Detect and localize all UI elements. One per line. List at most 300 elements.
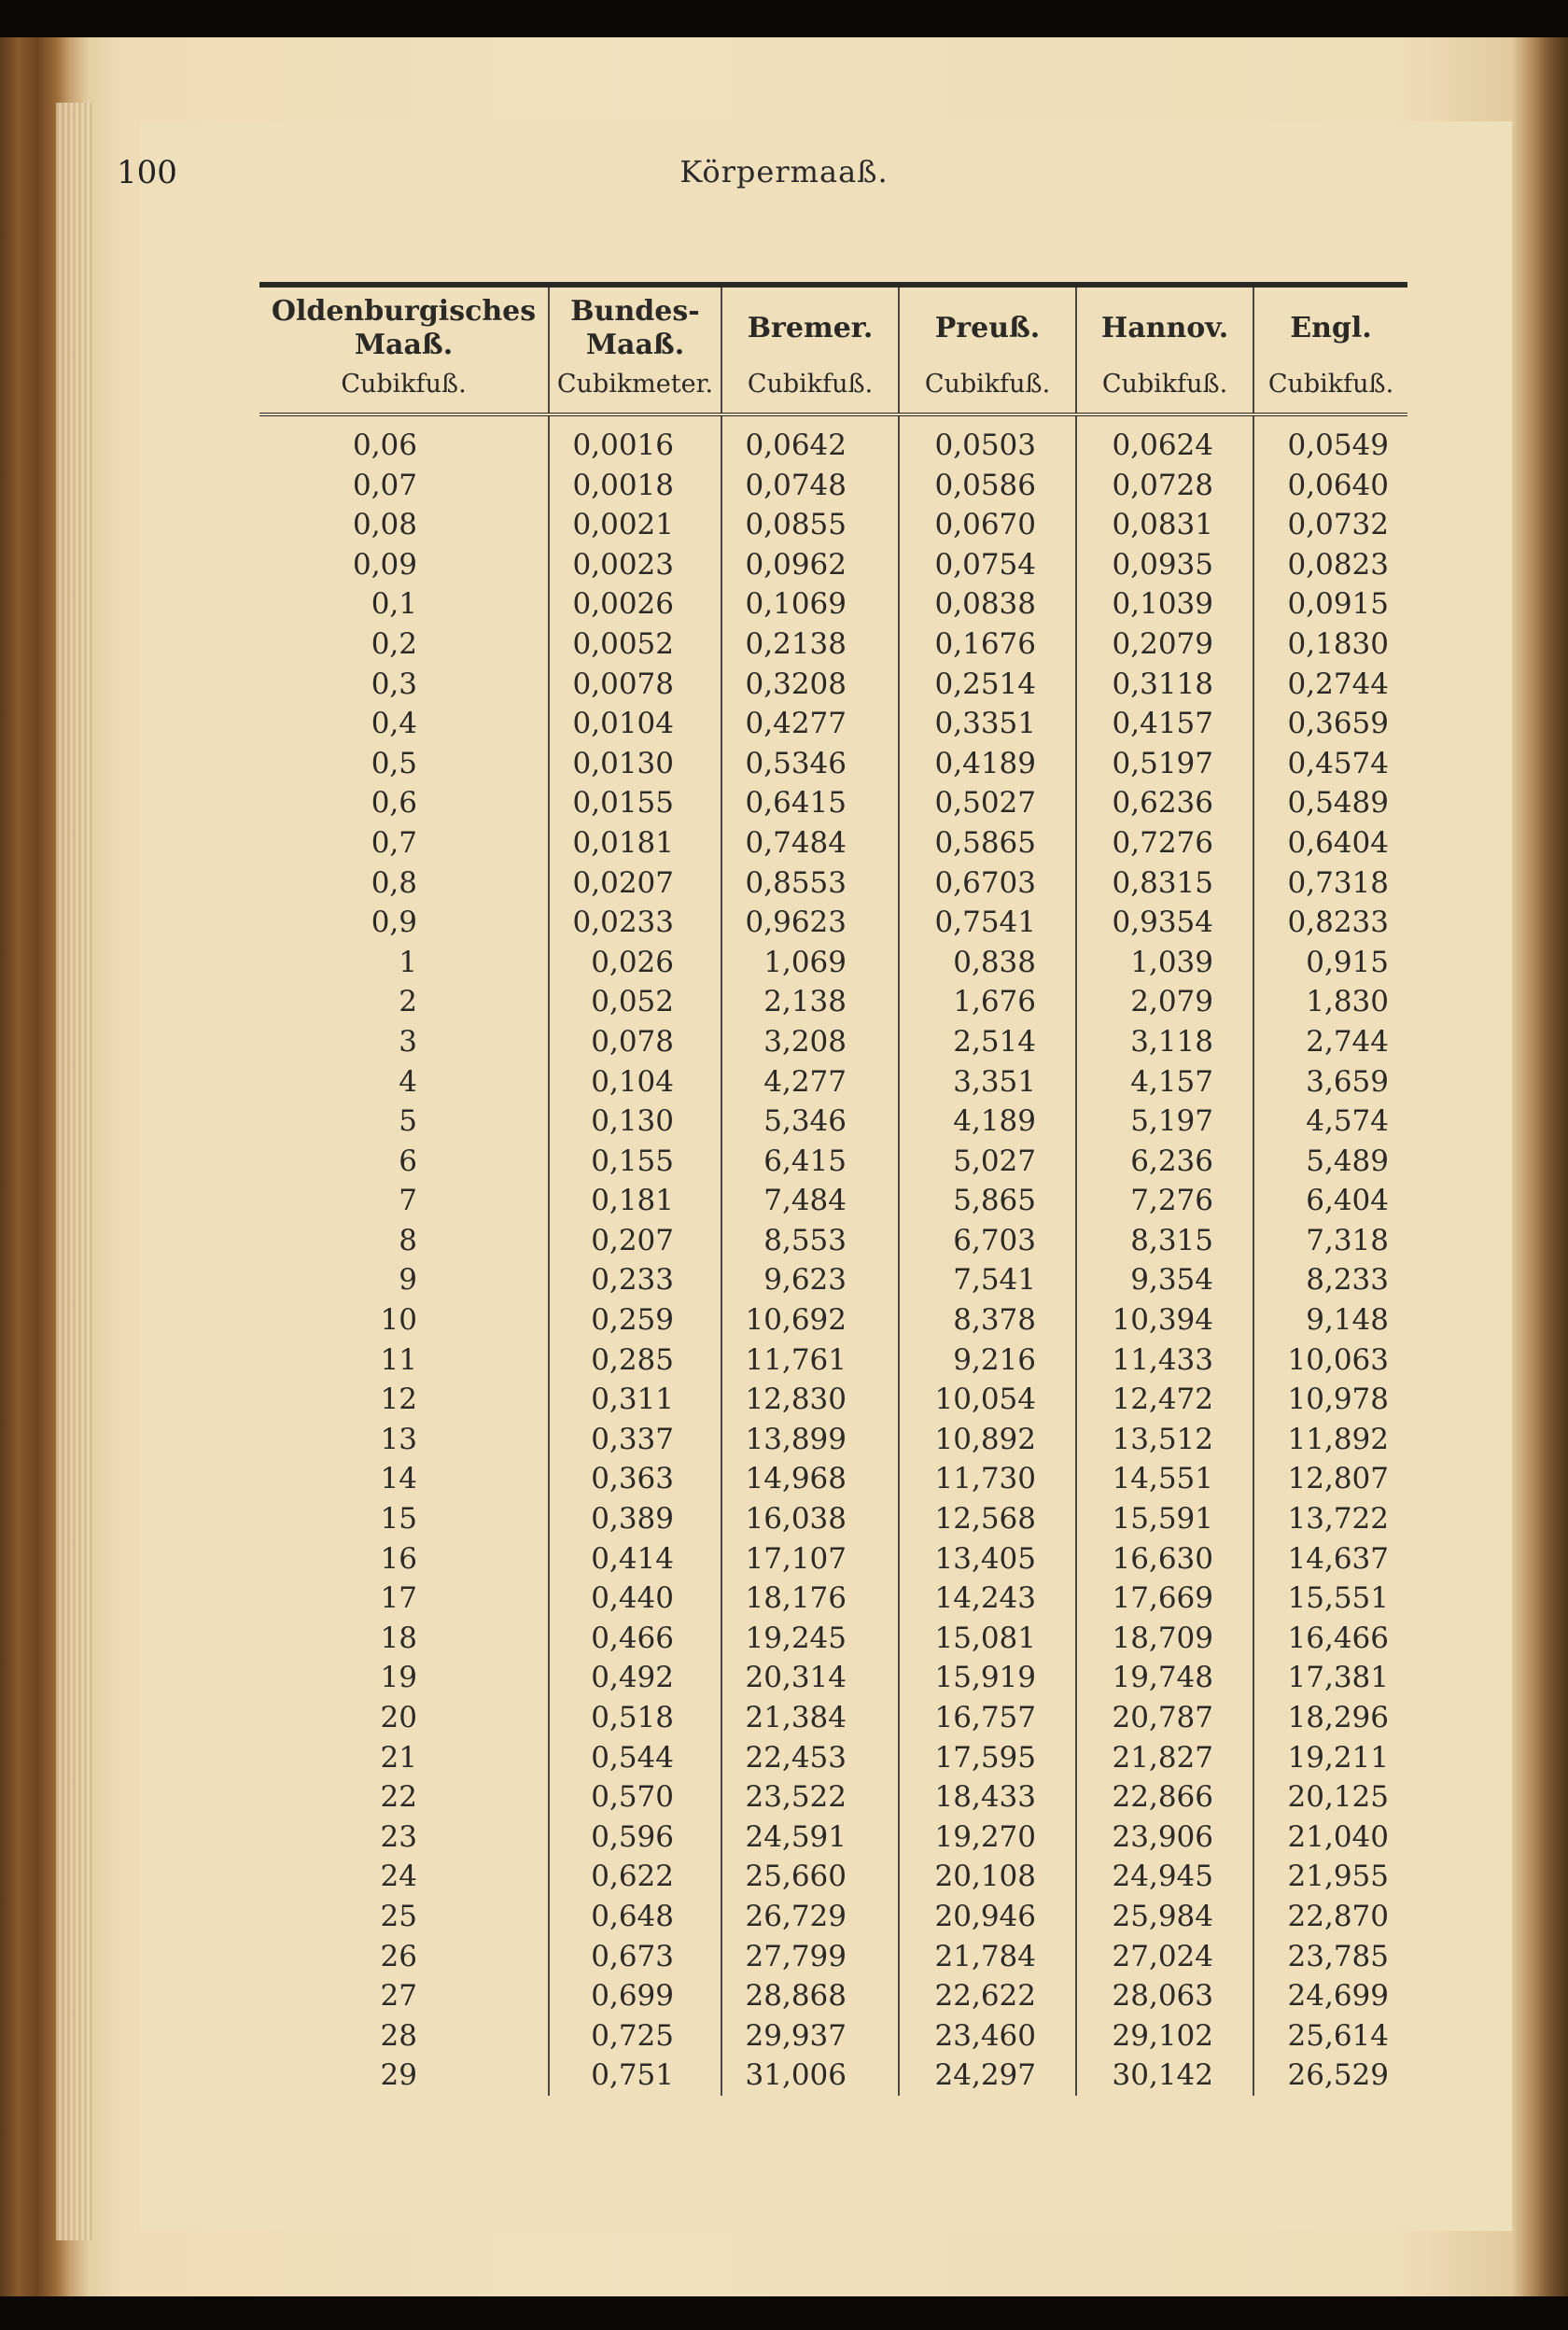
table-cell: 0,838 (899, 943, 1076, 983)
table-cell: 0,0130 (549, 744, 721, 784)
table-cell: 21,040 (1253, 1818, 1407, 1858)
table-row (259, 1539, 1407, 1579)
table-cell: 0,0207 (549, 863, 721, 904)
table-cell: 8,553 (721, 1221, 899, 1261)
table-cell: 6,415 (721, 1142, 899, 1182)
table-cell: 0,751 (549, 2056, 721, 2096)
table-cell: 27,799 (721, 1937, 899, 1977)
table-cell: 0,0549 (1253, 414, 1407, 466)
table-cell: 23,906 (1076, 1818, 1253, 1858)
table-cell: 0,544 (549, 1738, 721, 1778)
table-cell: 14,551 (1076, 1459, 1253, 1499)
table-cell: 0,0052 (549, 625, 721, 665)
table-cell: 0,0732 (1253, 505, 1407, 545)
table-cell: 0,0624 (1076, 414, 1253, 466)
table-cell: 0,4189 (899, 744, 1076, 784)
table-cell: 0,4 (371, 707, 417, 741)
table-row (259, 903, 1407, 943)
table-cell: 0,0915 (1253, 584, 1407, 625)
table-cell: 0,0181 (549, 823, 721, 863)
table-row (259, 1738, 1407, 1778)
col-header-bremer: Bremer. (721, 285, 899, 364)
table-cell: 0,2744 (1253, 665, 1407, 705)
table-cell: 0,0962 (721, 545, 899, 585)
table-cell: 9,623 (721, 1260, 899, 1300)
table-cell: 0,8553 (721, 863, 899, 904)
table-cell: 2,138 (721, 982, 899, 1022)
table-cell: 17,669 (1076, 1579, 1253, 1619)
table-row (259, 982, 1407, 1022)
table-cell: 3,659 (1253, 1062, 1407, 1102)
table-cell: 0,0823 (1253, 545, 1407, 585)
table-cell: 21,384 (721, 1698, 899, 1738)
table-row (259, 1459, 1407, 1499)
table-cell: 0,389 (549, 1499, 721, 1539)
table-cell: 23,460 (899, 2016, 1076, 2056)
table-cell: 3,351 (899, 1062, 1076, 1102)
table-cell: 18 (380, 1621, 417, 1655)
table-row (259, 1221, 1407, 1261)
table-cell: 6,703 (899, 1221, 1076, 1261)
table-cell: 0,8 (371, 865, 417, 900)
table-cell: 0,3 (371, 667, 417, 701)
table-cell: 0,0748 (721, 466, 899, 506)
table-row (259, 1420, 1407, 1460)
table-cell: 0,466 (549, 1619, 721, 1659)
table-cell: 11,730 (899, 1459, 1076, 1499)
table-cell: 21,784 (899, 1937, 1076, 1977)
table-cell: 17,595 (899, 1738, 1076, 1778)
table-cell: 2,079 (1076, 982, 1253, 1022)
table-cell: 0,414 (549, 1539, 721, 1579)
page-title: Körpermaaß. (679, 154, 889, 189)
page-edges (56, 103, 93, 2240)
table-cell: 20,125 (1253, 1777, 1407, 1818)
table-cell: 0,5027 (899, 783, 1076, 823)
table-cell: 0,06 (352, 428, 417, 462)
table-cell: 25,660 (721, 1857, 899, 1897)
table-cell: 20,314 (721, 1658, 899, 1698)
table-cell: 0,0021 (549, 505, 721, 545)
table-cell: 0,0503 (899, 414, 1076, 466)
table-cell: 0,285 (549, 1340, 721, 1381)
table-cell: 16,757 (899, 1698, 1076, 1738)
col-header-engl: Engl. (1253, 285, 1407, 364)
table-cell: 22 (380, 1780, 417, 1815)
table-cell: 13,405 (899, 1539, 1076, 1579)
table-cell: 15,919 (899, 1658, 1076, 1698)
table-cell: 26 (380, 1939, 417, 1973)
table-row (259, 1022, 1407, 1062)
table-cell: 0,0838 (899, 584, 1076, 625)
table-cell: 28,868 (721, 1976, 899, 2016)
table-cell: 22,622 (899, 1976, 1076, 2016)
table-cell: 0,7541 (899, 903, 1076, 943)
table-cell: 0,5 (371, 746, 417, 780)
table-cell: 20,787 (1076, 1698, 1253, 1738)
table-cell: 8,233 (1253, 1260, 1407, 1300)
table-cell: 0,9 (371, 905, 417, 940)
table-cell: 0,2079 (1076, 625, 1253, 665)
table-cell: 24,297 (899, 2056, 1076, 2096)
table-cell: 0,0023 (549, 545, 721, 585)
table-cell: 0,026 (549, 943, 721, 983)
table-cell: 10,892 (899, 1420, 1076, 1460)
table-cell: 17,107 (721, 1539, 899, 1579)
table-cell: 5,027 (899, 1142, 1076, 1182)
table-cell: 0,0642 (721, 414, 899, 466)
header-row (259, 285, 1407, 364)
table-cell: 0,8233 (1253, 903, 1407, 943)
table-cell: 21,955 (1253, 1857, 1407, 1897)
table-cell: 15 (380, 1502, 417, 1537)
table-cell: 0,3208 (721, 665, 899, 705)
table-cell: 0,0640 (1253, 466, 1407, 506)
table-cell: 5,865 (899, 1181, 1076, 1221)
table-cell: 0,1830 (1253, 625, 1407, 665)
table-cell: 4 (399, 1064, 417, 1099)
table-cell: 0,648 (549, 1897, 721, 1937)
table-cell: 3,208 (721, 1022, 899, 1062)
table-cell: 10 (380, 1303, 417, 1338)
col-unit-hannov: Cubikfuß. (1076, 364, 1253, 414)
table-cell: 0,6404 (1253, 823, 1407, 863)
table-cell: 13,512 (1076, 1420, 1253, 1460)
table-cell: 0,0016 (549, 414, 721, 466)
table-cell: 2,744 (1253, 1022, 1407, 1062)
table-cell: 3,118 (1076, 1022, 1253, 1062)
table-cell: 0,0586 (899, 466, 1076, 506)
table-cell: 23,522 (721, 1777, 899, 1818)
table-row (259, 1937, 1407, 1977)
table-cell: 0,5346 (721, 744, 899, 784)
table-cell: 0,078 (549, 1022, 721, 1062)
table-cell: 18,296 (1253, 1698, 1407, 1738)
table-cell: 24,591 (721, 1818, 899, 1858)
table-cell: 29 (380, 2058, 417, 2093)
table-cell: 4,189 (899, 1102, 1076, 1142)
table-cell: 6,404 (1253, 1181, 1407, 1221)
table-cell: 7 (399, 1184, 417, 1218)
table-cell: 1,676 (899, 982, 1076, 1022)
table-cell: 0,1039 (1076, 584, 1253, 625)
table-cell: 0,09 (352, 547, 417, 582)
table-row (259, 943, 1407, 983)
table-row (259, 1857, 1407, 1897)
table-cell: 0,2 (371, 626, 417, 661)
table-cell: 10,063 (1253, 1340, 1407, 1381)
table-row (259, 1818, 1407, 1858)
table-cell: 15,551 (1253, 1579, 1407, 1619)
table-cell: 0,440 (549, 1579, 721, 1619)
table-cell: 0,0233 (549, 903, 721, 943)
table-cell: 0,0670 (899, 505, 1076, 545)
table-cell: 0,9354 (1076, 903, 1253, 943)
table-cell: 16 (380, 1541, 417, 1576)
table-cell: 23,785 (1253, 1937, 1407, 1977)
table-cell: 0,622 (549, 1857, 721, 1897)
table-cell: 15,081 (899, 1619, 1076, 1659)
table-cell: 0,1 (371, 587, 417, 622)
table-cell: 15,591 (1076, 1499, 1253, 1539)
table-cell: 6,236 (1076, 1142, 1253, 1182)
table-cell: 0,181 (549, 1181, 721, 1221)
table-cell: 25,614 (1253, 2016, 1407, 2056)
col-unit-bundes: Cubikmeter. (549, 364, 721, 414)
table-cell: 0,7318 (1253, 863, 1407, 904)
col-unit-preuss: Cubikfuß. (899, 364, 1076, 414)
table-row (259, 625, 1407, 665)
table-cell: 12 (380, 1383, 417, 1417)
table-cell: 14 (380, 1462, 417, 1496)
col-unit-engl: Cubikfuß. (1253, 364, 1407, 414)
table-row (259, 783, 1407, 823)
table-cell: 0,337 (549, 1420, 721, 1460)
table-cell: 8 (399, 1223, 417, 1257)
table-cell: 16,630 (1076, 1539, 1253, 1579)
table-cell: 0,6236 (1076, 783, 1253, 823)
table-cell: 0,0935 (1076, 545, 1253, 585)
table-cell: 0,2514 (899, 665, 1076, 705)
table-cell: 1,069 (721, 943, 899, 983)
table-cell: 0,0026 (549, 584, 721, 625)
table-row (259, 1340, 1407, 1381)
table-cell: 4,277 (721, 1062, 899, 1102)
table-cell: 0,104 (549, 1062, 721, 1102)
table-cell: 25 (380, 1899, 417, 1933)
page-number: 100 (117, 154, 177, 191)
table-cell: 18,709 (1076, 1619, 1253, 1659)
table-cell: 14,243 (899, 1579, 1076, 1619)
table-cell: 0,699 (549, 1976, 721, 2016)
table-cell: 0,9623 (721, 903, 899, 943)
table-cell: 0,0078 (549, 665, 721, 705)
table-cell: 12,830 (721, 1380, 899, 1420)
table-cell: 19,245 (721, 1619, 899, 1659)
table-row (259, 2056, 1407, 2096)
table-cell: 0,311 (549, 1380, 721, 1420)
table-cell: 0,6415 (721, 783, 899, 823)
col-header-hannov: Hannov. (1076, 285, 1253, 364)
table-row (259, 505, 1407, 545)
col-unit-oldenburg: Cubikfuß. (259, 364, 549, 414)
table-cell: 16,466 (1253, 1619, 1407, 1659)
table-row (259, 1499, 1407, 1539)
table-cell: 22,870 (1253, 1897, 1407, 1937)
table-cell: 19,211 (1253, 1738, 1407, 1778)
table-cell: 14,968 (721, 1459, 899, 1499)
table-cell: 27 (380, 1979, 417, 2014)
table-cell: 11,761 (721, 1340, 899, 1381)
table-cell: 9,148 (1253, 1300, 1407, 1340)
table-cell: 1,830 (1253, 982, 1407, 1022)
table-cell: 21,827 (1076, 1738, 1253, 1778)
table-cell: 4,574 (1253, 1102, 1407, 1142)
table-cell: 24,945 (1076, 1857, 1253, 1897)
table-cell: 0,4574 (1253, 744, 1407, 784)
table-cell: 25,984 (1076, 1897, 1253, 1937)
table-cell: 29,937 (721, 2016, 899, 2056)
table-cell: 0,518 (549, 1698, 721, 1738)
table-cell: 17 (380, 1581, 417, 1616)
table-cell: 0,8315 (1076, 863, 1253, 904)
table-cell: 29,102 (1076, 2016, 1253, 2056)
table-cell: 0,6703 (899, 863, 1076, 904)
table-cell: 0,4157 (1076, 704, 1253, 744)
table-cell: 30,142 (1076, 2056, 1253, 2096)
table-cell: 0,5865 (899, 823, 1076, 863)
table-cell: 5,197 (1076, 1102, 1253, 1142)
table-cell: 0,259 (549, 1300, 721, 1340)
table-row (259, 1698, 1407, 1738)
table-cell: 19 (380, 1661, 417, 1695)
table-cell: 0,6 (371, 786, 417, 821)
table-cell: 11,892 (1253, 1420, 1407, 1460)
col-header-preuss: Preuß. (899, 285, 1076, 364)
col-header-bundes: Bundes-Maaß. (549, 285, 721, 364)
table-row (259, 1579, 1407, 1619)
col-header-oldenburg: Oldenburgisches Maaß. (259, 285, 549, 364)
table-row (259, 545, 1407, 585)
table-cell: 0,915 (1253, 943, 1407, 983)
table-row (259, 1142, 1407, 1182)
table-cell: 0,0754 (899, 545, 1076, 585)
table-cell: 22,866 (1076, 1777, 1253, 1818)
table-cell: 0,07 (352, 468, 417, 502)
table-cell: 0,7484 (721, 823, 899, 863)
table-row (259, 1777, 1407, 1818)
table-cell: 26,529 (1253, 2056, 1407, 2096)
table-cell: 0,233 (549, 1260, 721, 1300)
table-cell: 21 (380, 1740, 417, 1775)
table-cell: 5 (399, 1104, 417, 1139)
table-cell: 8,315 (1076, 1221, 1253, 1261)
table-cell: 20 (380, 1701, 417, 1734)
table-cell: 0,1069 (721, 584, 899, 625)
table-cell: 2 (399, 985, 417, 1019)
table-cell: 0,0104 (549, 704, 721, 744)
table-cell: 7,484 (721, 1181, 899, 1221)
table-cell: 0,2138 (721, 625, 899, 665)
table-cell: 11 (380, 1342, 417, 1377)
table-row (259, 665, 1407, 705)
table-row (259, 584, 1407, 625)
col-unit-bremer: Cubikfuß. (721, 364, 899, 414)
table-row (259, 704, 1407, 744)
table-cell: 4,157 (1076, 1062, 1253, 1102)
table-row (259, 1976, 1407, 2016)
table-cell: 14,637 (1253, 1539, 1407, 1579)
table-cell: 7,318 (1253, 1221, 1407, 1261)
table-row (259, 1181, 1407, 1221)
table-row (259, 1260, 1407, 1300)
table-cell: 1 (399, 945, 417, 979)
table-cell: 0,363 (549, 1459, 721, 1499)
table-row (259, 744, 1407, 784)
table-cell: 0,130 (549, 1102, 721, 1142)
table-cell: 17,381 (1253, 1658, 1407, 1698)
table-cell: 0,3351 (899, 704, 1076, 744)
table-cell: 0,052 (549, 982, 721, 1022)
conversion-table (259, 282, 1407, 2096)
table-cell: 13 (380, 1422, 417, 1456)
table-cell: 5,346 (721, 1102, 899, 1142)
table-cell: 9,216 (899, 1340, 1076, 1381)
unit-row (259, 364, 1407, 414)
table-cell: 0,0018 (549, 466, 721, 506)
table-cell: 9 (399, 1263, 417, 1298)
table-cell: 20,108 (899, 1857, 1076, 1897)
table-cell: 26,729 (721, 1897, 899, 1937)
table-cell: 8,378 (899, 1300, 1076, 1340)
table-cell: 1,039 (1076, 943, 1253, 983)
table-cell: 19,748 (1076, 1658, 1253, 1698)
table-row (259, 823, 1407, 863)
table-cell: 0,725 (549, 2016, 721, 2056)
table-cell: 22,453 (721, 1738, 899, 1778)
table-cell: 0,492 (549, 1658, 721, 1698)
table-cell: 0,5197 (1076, 744, 1253, 784)
table-cell: 6 (399, 1144, 417, 1178)
table-cell: 24 (380, 1860, 417, 1894)
table-row (259, 1619, 1407, 1659)
table-cell: 10,394 (1076, 1300, 1253, 1340)
table-row (259, 1658, 1407, 1698)
table-cell: 0,5489 (1253, 783, 1407, 823)
table-cell: 9,354 (1076, 1260, 1253, 1300)
table-row (259, 1062, 1407, 1102)
table-cell: 19,270 (899, 1818, 1076, 1858)
table-cell: 20,946 (899, 1897, 1076, 1937)
table-row (259, 1300, 1407, 1340)
table-cell: 2,514 (899, 1022, 1076, 1062)
table-cell: 0,155 (549, 1142, 721, 1182)
table-cell: 16,038 (721, 1499, 899, 1539)
table-cell: 10,978 (1253, 1380, 1407, 1420)
table-cell: 0,673 (549, 1937, 721, 1977)
table-cell: 27,024 (1076, 1937, 1253, 1977)
table-cell: 3 (399, 1024, 417, 1059)
table-cell: 0,3118 (1076, 665, 1253, 705)
table-row (259, 2016, 1407, 2056)
table-body (259, 414, 1407, 2096)
table-cell: 0,0155 (549, 783, 721, 823)
table-row (259, 1897, 1407, 1937)
table-cell: 0,4277 (721, 704, 899, 744)
table-row (259, 414, 1407, 466)
table-cell: 0,1676 (899, 625, 1076, 665)
table-cell: 0,0855 (721, 505, 899, 545)
table-cell: 28 (380, 2018, 417, 2053)
table-cell: 0,7 (371, 825, 417, 860)
table-cell: 10,054 (899, 1380, 1076, 1420)
table-cell: 0,08 (352, 508, 417, 542)
table-cell: 11,433 (1076, 1340, 1253, 1381)
table-cell: 12,472 (1076, 1380, 1253, 1420)
table-cell: 12,807 (1253, 1459, 1407, 1499)
table-row (259, 1380, 1407, 1420)
table-cell: 13,899 (721, 1420, 899, 1460)
table-header (259, 285, 1407, 414)
table-cell: 23 (380, 1819, 417, 1854)
table-cell: 0,0728 (1076, 466, 1253, 506)
table-cell: 10,692 (721, 1300, 899, 1340)
table-cell: 5,489 (1253, 1142, 1407, 1182)
table-row (259, 466, 1407, 506)
table-cell: 7,276 (1076, 1181, 1253, 1221)
table-cell: 0,3659 (1253, 704, 1407, 744)
table-cell: 18,176 (721, 1579, 899, 1619)
